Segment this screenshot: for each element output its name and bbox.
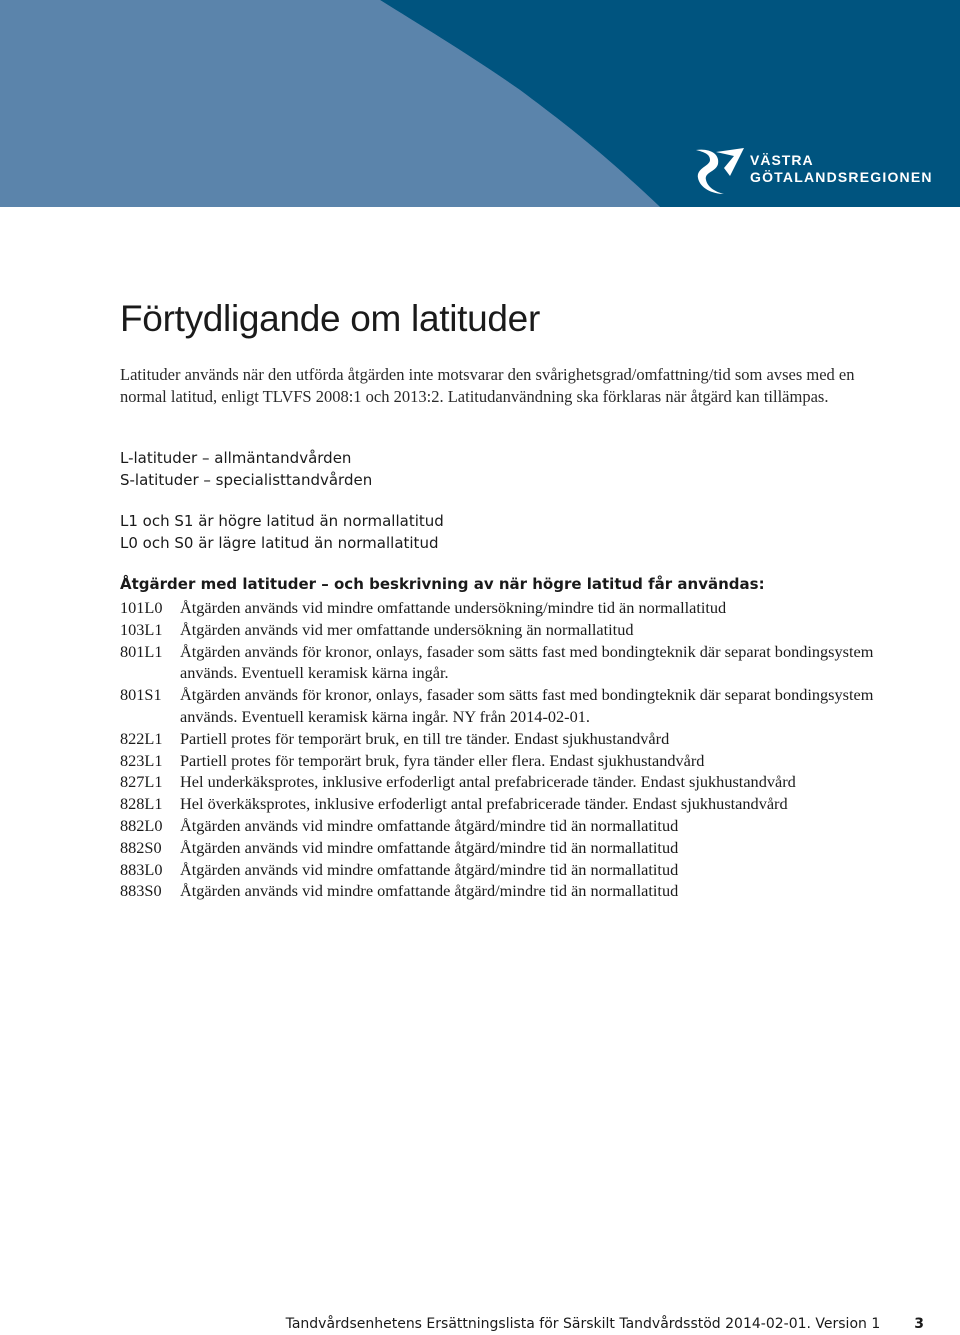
logo-line-2: GÖTALANDSREGIONEN <box>750 169 933 185</box>
code-id: 101L0 <box>120 598 163 617</box>
latitude-code-list <box>120 597 880 902</box>
code-id: 827L1 <box>120 772 163 792</box>
code-description: Åtgärden används vid mindre omfattande åtgärd/mindre tid än normallatitud <box>180 859 679 879</box>
code-description: Åtgärden används vid mindre omfattande åtgärd/mindre tid än normallatitud <box>180 881 679 901</box>
code-description: Åtgärden används för kronor, onlays, fasader som sätts fast med bondingteknik där separat bondingsystem används. Eventuell keramisk kärna ingår. NY från 2014-02-01. <box>180 685 874 726</box>
code-description: Partiell protes för temporärt bruk, en till tre tänder. Endast sjukhustandvård <box>180 728 670 748</box>
code-row <box>120 641 880 685</box>
code-row <box>120 815 880 837</box>
page-number: 3 <box>914 1316 924 1332</box>
code-description: Åtgärden används vid mindre omfattande åtgärd/mindre tid än normallatitud <box>180 837 679 857</box>
code-description: Åtgärden används vid mer omfattande undersökning än normallatitud <box>180 619 634 639</box>
footer-text: Tandvårdsenhetens Ersättningslista för Särskilt Tandvårdsstöd 2014-02-01. Version 1 <box>285 1316 881 1332</box>
level-low: L0 och S0 är lägre latitud än normallatitud <box>120 534 439 552</box>
logo-wordmark <box>750 152 933 186</box>
code-id: 801S1 <box>120 685 162 705</box>
page-footer <box>200 1316 924 1332</box>
code-row <box>120 859 880 881</box>
code-id: 883S0 <box>120 881 162 901</box>
codes-section-heading: Åtgärder med latituder – och beskrivning av när högre latitud får användas: <box>120 575 765 593</box>
code-row <box>120 750 880 772</box>
definition-l: L-latituder – allmäntandvården <box>120 449 352 467</box>
logo-mark-icon <box>694 146 746 196</box>
code-id: 103L1 <box>120 619 163 639</box>
code-description: Åtgärden används för kronor, onlays, fasader som sätts fast med bondingteknik där separat bondingsystem används. Eventuell keramisk kärna ingår. <box>180 641 874 683</box>
code-id: 882L0 <box>120 815 163 835</box>
code-row <box>120 597 880 619</box>
vgr-logo <box>694 146 944 196</box>
level-high: L1 och S1 är högre latitud än normallatitud <box>120 512 444 530</box>
page-header-banner <box>0 0 960 207</box>
page-title: Förtydligande om latituder <box>120 298 540 339</box>
code-row <box>120 880 880 902</box>
code-row <box>120 793 880 815</box>
code-description: Åtgärden används vid mindre omfattande undersökning/mindre tid än normallatitud <box>180 598 727 617</box>
definition-s: S-latituder – specialisttandvården <box>120 471 373 489</box>
code-description: Partiell protes för temporärt bruk, fyra tänder eller flera. Endast sjukhustandvård <box>180 750 705 770</box>
code-row <box>120 771 880 793</box>
code-id: 882S0 <box>120 837 162 857</box>
code-id: 801L1 <box>120 641 163 661</box>
code-id: 822L1 <box>120 728 163 748</box>
code-id: 823L1 <box>120 750 163 770</box>
code-row <box>120 837 880 859</box>
code-row <box>120 728 880 750</box>
code-id: 828L1 <box>120 794 163 814</box>
code-row <box>120 619 880 641</box>
code-row <box>120 684 880 728</box>
code-description: Åtgärden används vid mindre omfattande åtgärd/mindre tid än normallatitud <box>180 815 679 835</box>
code-description: Hel överkäksprotes, inklusive erfoderligt antal prefabricerade tänder. Endast sjukhustandvård <box>180 794 788 814</box>
logo-line-1: VÄSTRA <box>750 152 814 168</box>
latitude-levels <box>120 510 444 554</box>
code-description: Hel underkäksprotes, inklusive erfoderligt antal prefabricerade tänder. Endast sjukhustandvård <box>180 772 796 792</box>
latitude-definitions <box>120 447 372 491</box>
intro-paragraph: Latituder används när den utförda åtgärden inte motsvarar den svårighetsgrad/omfattning/tid som avses med en normal latitud, enligt TLVFS 2008:1 och 2013:2. Latitudanvändning ska förklaras när åtgärd kan tillämpas. <box>120 365 855 406</box>
code-id: 883L0 <box>120 859 163 879</box>
